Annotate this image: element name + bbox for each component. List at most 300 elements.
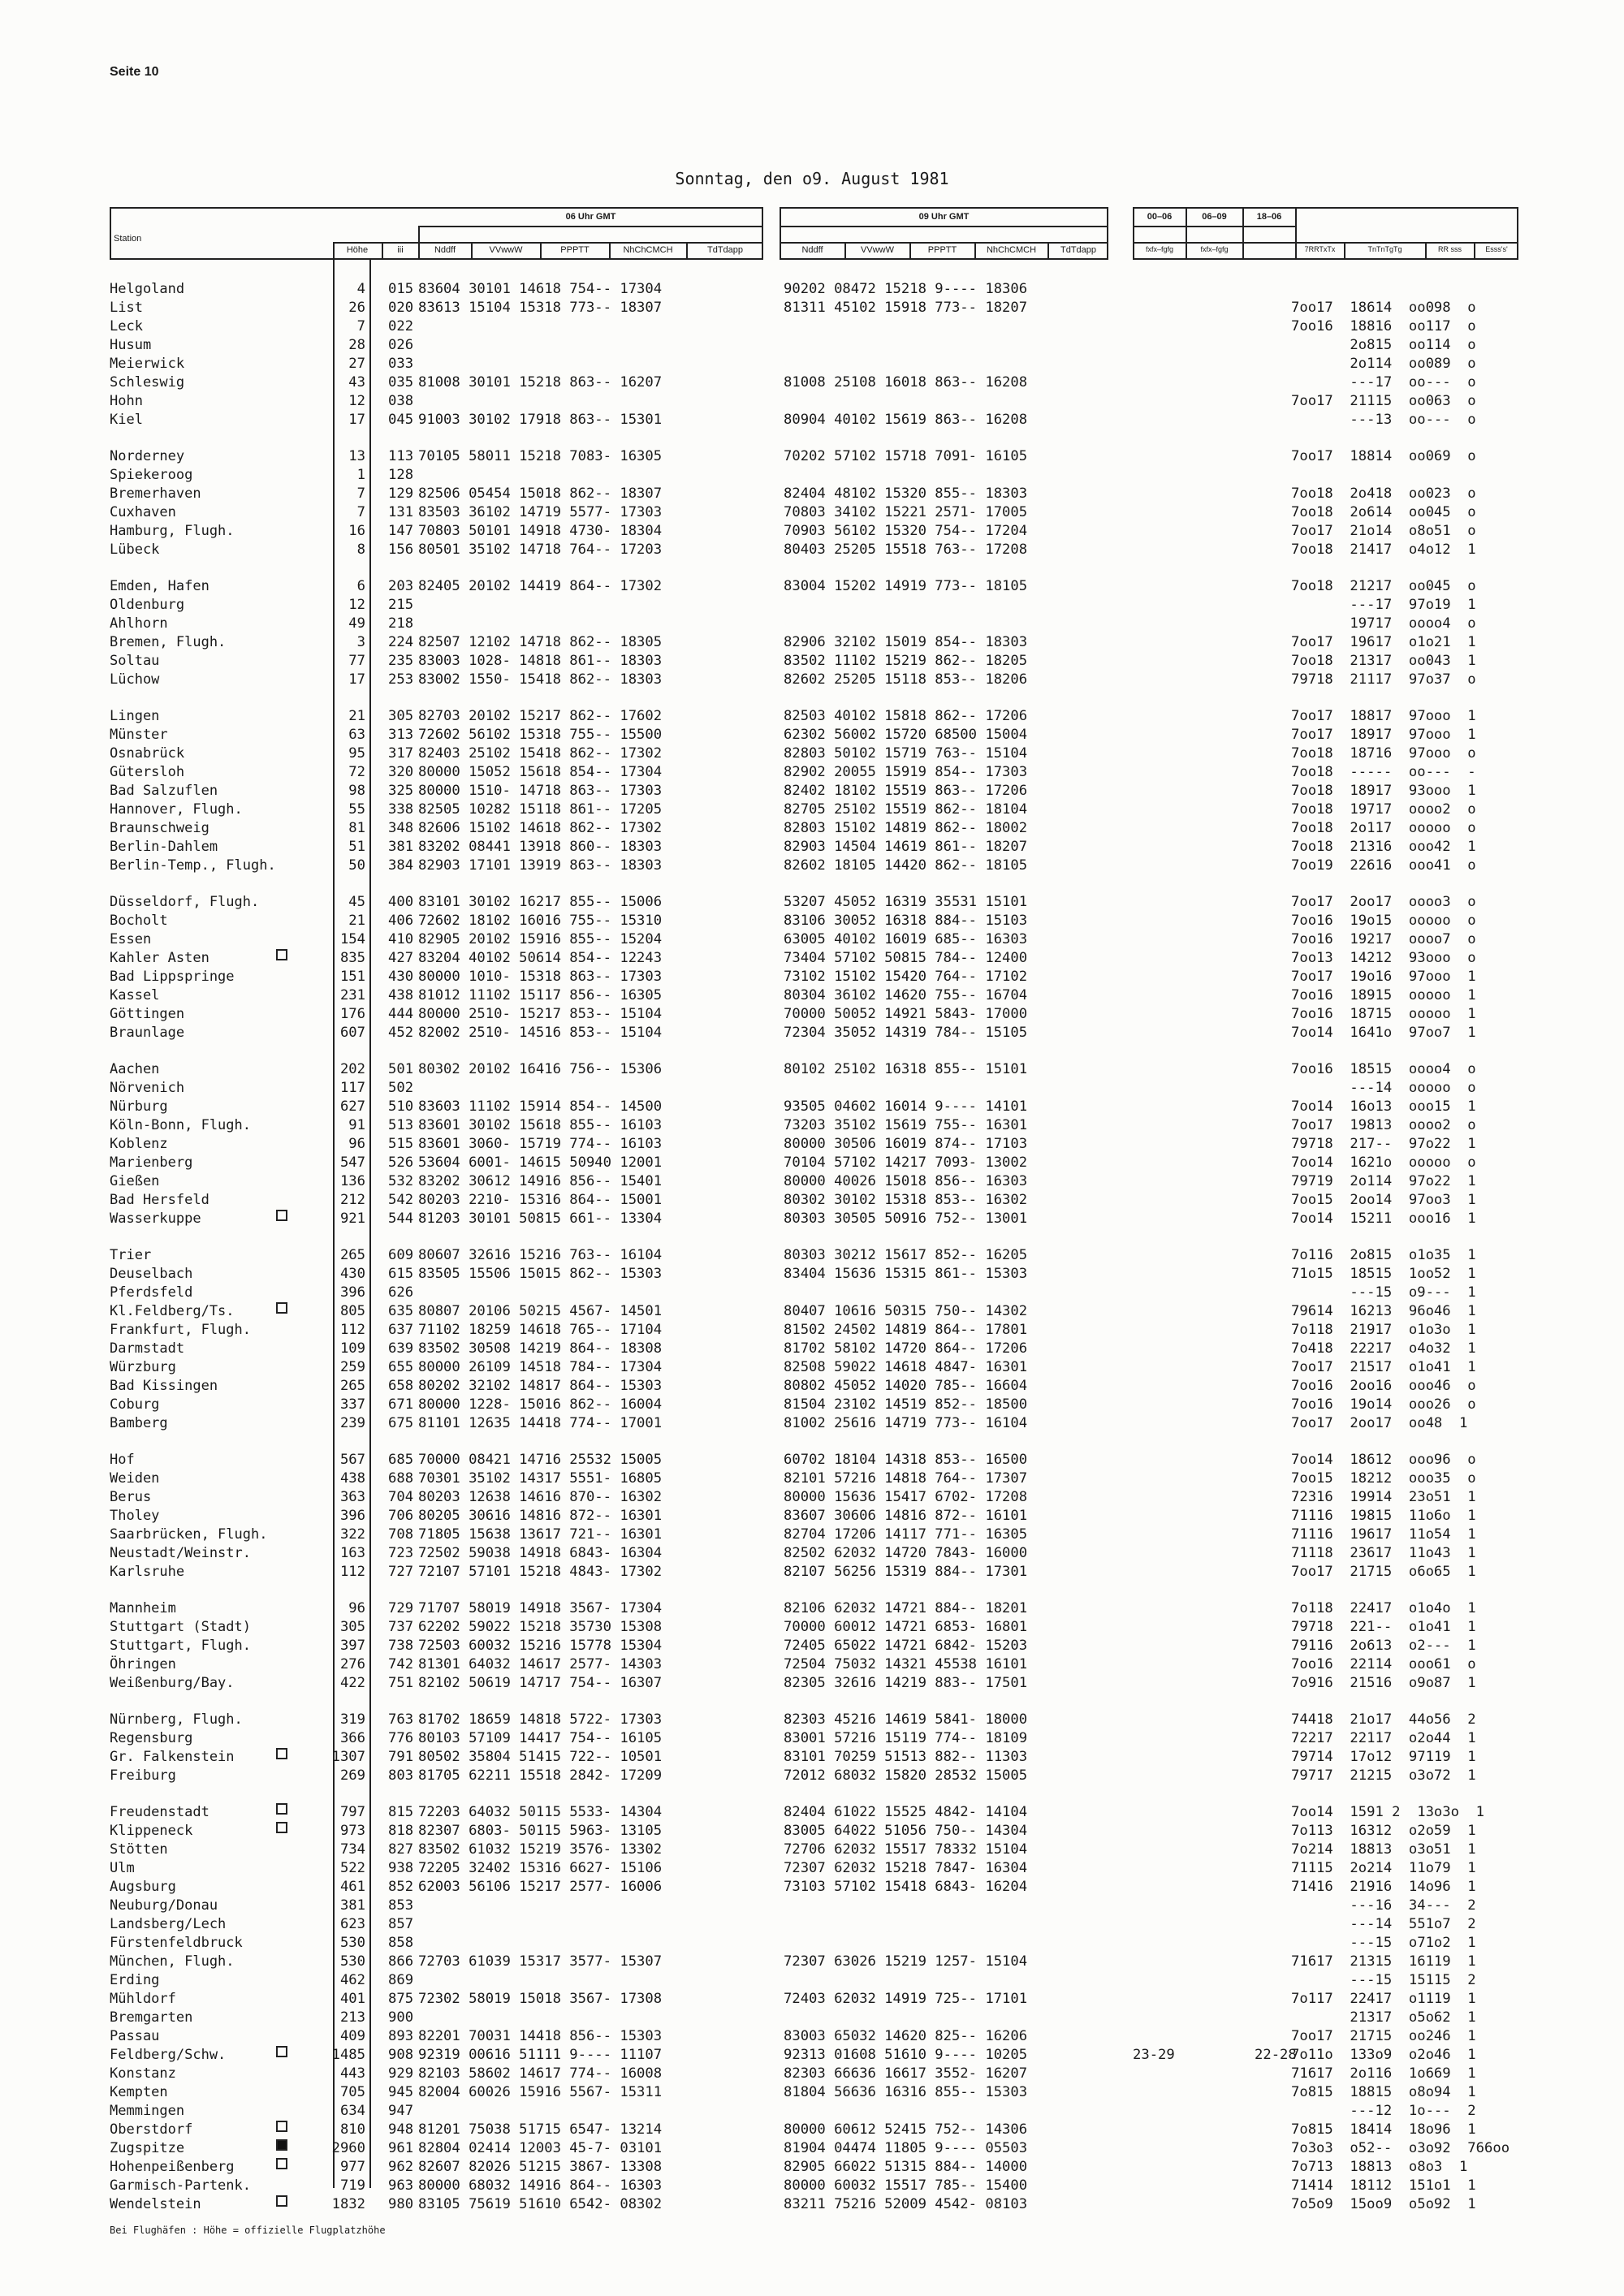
obs-09: 72405 65022 14721 6842- 15203 — [784, 1638, 1028, 1654]
station-name: Klippeneck — [110, 1823, 193, 1839]
station-name: Würzburg — [110, 1359, 176, 1375]
daily-summary: 7oo16 18816 oo117 o — [1291, 318, 1476, 334]
table-row — [0, 949, 1624, 967]
table-row — [0, 819, 1624, 837]
station-name: Helgoland — [110, 281, 185, 297]
station-id: 751 — [388, 1675, 414, 1691]
header-tntn: TnTnTgTg — [1367, 245, 1402, 253]
table-row — [0, 1154, 1624, 1172]
station-name: Mannheim — [110, 1600, 176, 1616]
obs-06: 80205 30616 14816 872-- 16301 — [418, 1508, 663, 1524]
station-name: Norderney — [110, 448, 185, 464]
daily-summary: 71118 23617 11o43 1 — [1291, 1545, 1476, 1561]
obs-09: 81804 56636 16316 855-- 15303 — [784, 2084, 1028, 2100]
daily-summary: 7oo16 18515 oooo4 o — [1291, 1061, 1476, 1077]
station-id: 852 — [388, 1879, 414, 1895]
table-row — [0, 2158, 1624, 2176]
obs-09: 83101 70259 51513 882-- 11303 — [784, 1749, 1028, 1765]
header-period-00-06: 00–06 — [1147, 212, 1173, 222]
station-name: Spiekeroog — [110, 467, 193, 483]
obs-09: 82503 40102 15818 862-- 17206 — [784, 708, 1028, 724]
table-row — [0, 1246, 1624, 1264]
station-height: 1832 — [331, 2196, 365, 2212]
station-name: Nörvenich — [110, 1080, 185, 1096]
station-id: 224 — [388, 634, 414, 650]
table-row — [0, 1414, 1624, 1432]
station-height: 2960 — [331, 2140, 365, 2156]
table-row — [0, 744, 1624, 762]
station-name: Weiden — [110, 1470, 160, 1487]
station-height: 973 — [339, 1823, 365, 1839]
obs-06: 81702 18659 14818 5722- 17303 — [418, 1711, 663, 1728]
obs-09: 81702 58102 14720 864-- 17206 — [784, 1340, 1028, 1357]
obs-09: 83005 64022 51056 750-- 14304 — [784, 1823, 1028, 1839]
station-id: 639 — [388, 1340, 414, 1357]
station-height: 634 — [339, 2103, 365, 2119]
obs-06: 80203 12638 14616 870-- 16302 — [418, 1489, 663, 1505]
table-row — [0, 1172, 1624, 1190]
daily-summary: 7oo17 21115 oo063 o — [1291, 393, 1476, 409]
station-id: 945 — [388, 2084, 414, 2100]
daily-summary: 7oo18 21316 ooo42 1 — [1291, 839, 1476, 855]
obs-09: 81002 25616 14719 773-- 16104 — [784, 1415, 1028, 1431]
daily-summary: ---17 97o19 1 — [1291, 597, 1476, 613]
station-id: 381 — [388, 839, 414, 855]
station-height: 63 — [348, 727, 365, 743]
footnote: Bei Flughäfen : Höhe = offizielle Flugplatzhöhe — [110, 2225, 386, 2236]
station-id: 045 — [388, 412, 414, 428]
daily-summary: 79718 221-- o1o41 1 — [1291, 1619, 1476, 1635]
daily-summary: 7o3o3 o52-- o3o92 766oo — [1291, 2140, 1510, 2156]
header-group-09: 09 Uhr GMT — [918, 212, 970, 222]
station-id: 853 — [388, 1897, 414, 1914]
station-id: 961 — [388, 2140, 414, 2156]
station-id: 869 — [388, 1972, 414, 1988]
station-name: Kempten — [110, 2084, 168, 2100]
obs-06: 83503 36102 14719 5577- 17303 — [418, 504, 663, 520]
table-row — [0, 2065, 1624, 2082]
daily-summary: 7oo16 19217 oooo7 o — [1291, 931, 1476, 947]
daily-summary: 7o214 18813 o3o51 1 — [1291, 1841, 1476, 1858]
table-row — [0, 2046, 1624, 2064]
daily-summary: 7oo17 19813 oooo2 o — [1291, 1117, 1476, 1133]
station-height: 17 — [348, 671, 365, 688]
station-id: 156 — [388, 542, 414, 558]
station-height: 21 — [348, 913, 365, 929]
station-height: 921 — [339, 1211, 365, 1227]
station-id: 729 — [388, 1600, 414, 1616]
station-height: 1 — [356, 467, 365, 483]
daily-summary: 7oo14 15211 ooo16 1 — [1291, 1211, 1476, 1227]
station-name: Augsburg — [110, 1879, 176, 1895]
obs-09: 81502 24502 14819 864-- 17801 — [784, 1322, 1028, 1338]
table-row — [0, 466, 1624, 484]
obs-06: 71102 18259 14618 765-- 17104 — [418, 1322, 663, 1338]
daily-summary: 7o815 18815 o8o94 1 — [1291, 2084, 1476, 2100]
station-id: 131 — [388, 504, 414, 520]
station-id: 706 — [388, 1508, 414, 1524]
station-name: Stuttgart, Flugh. — [110, 1638, 251, 1654]
mountain-station-marker — [276, 1210, 287, 1221]
table-row — [0, 1265, 1624, 1283]
table-row — [0, 1377, 1624, 1395]
table-row — [0, 1729, 1624, 1747]
table-row — [0, 373, 1624, 391]
station-name: Garmisch-Partenk. — [110, 2177, 251, 2194]
station-name: Zugspitze — [110, 2140, 185, 2156]
obs-09: 72307 63026 15219 1257- 15104 — [784, 1953, 1028, 1970]
header-06-ppptt: PPPTT — [560, 245, 590, 255]
station-id: 400 — [388, 894, 414, 910]
table-row — [0, 930, 1624, 948]
station-id: 515 — [388, 1136, 414, 1152]
obs-09: 72307 62032 15218 7847- 16304 — [784, 1860, 1028, 1876]
table-row — [0, 2102, 1624, 2120]
station-id: 438 — [388, 987, 414, 1003]
obs-06: 80000 1010- 15318 863-- 17303 — [418, 969, 663, 985]
mountain-station-filled-marker — [276, 2139, 287, 2151]
station-id: 542 — [388, 1192, 414, 1208]
obs-09: 82602 18105 14420 862-- 18105 — [784, 857, 1028, 874]
table-row — [0, 2139, 1624, 2157]
table-row — [0, 1599, 1624, 1617]
gust-06-09: 22-28 — [1255, 2047, 1297, 2063]
station-height: 16 — [348, 523, 365, 539]
obs-09: 81311 45102 15918 773-- 18207 — [784, 300, 1028, 316]
station-name: München, Flugh. — [110, 1953, 235, 1970]
station-id: 253 — [388, 671, 414, 688]
obs-06: 83105 75619 51610 6542- 08302 — [418, 2196, 663, 2212]
table-row — [0, 1711, 1624, 1728]
station-name: Wasserkuppe — [110, 1211, 201, 1227]
obs-09: 80403 25205 15518 763-- 17208 — [784, 542, 1028, 558]
table-row — [0, 1507, 1624, 1525]
obs-09: 82803 50102 15719 763-- 15104 — [784, 745, 1028, 762]
station-id: 938 — [388, 1860, 414, 1876]
obs-06: 72502 59038 14918 6843- 16304 — [418, 1545, 663, 1561]
daily-summary: ---17 oo--- o — [1291, 374, 1476, 391]
daily-summary: 7oo18 19717 oooo2 o — [1291, 801, 1476, 818]
header-06-clouds: NhChCMCH — [623, 245, 673, 255]
obs-06: 72302 58019 15018 3567- 17308 — [418, 1991, 663, 2007]
obs-06: 80000 1228- 15016 862-- 16004 — [418, 1396, 663, 1413]
obs-06: 70105 58011 15218 7083- 16305 — [418, 448, 663, 464]
obs-09: 83211 75216 52009 4542- 08103 — [784, 2196, 1028, 2212]
table-row — [0, 1990, 1624, 2008]
obs-06: 82004 60026 15916 5567- 15311 — [418, 2084, 663, 2100]
obs-06: 82607 82026 51215 3867- 13308 — [418, 2159, 663, 2175]
station-name: Oldenburg — [110, 597, 185, 613]
daily-summary: 7oo18 ----- oo--- - — [1291, 764, 1476, 780]
obs-09: 82905 66022 51315 884-- 14000 — [784, 2159, 1028, 2175]
station-name: Bamberg — [110, 1415, 168, 1431]
daily-summary: 79714 17o12 97119 1 — [1291, 1749, 1476, 1765]
daily-summary: 21317 o5o62 1 — [1291, 2009, 1476, 2026]
station-height: 269 — [339, 1767, 365, 1784]
obs-06: 81008 30101 15218 863-- 16207 — [418, 374, 663, 391]
table-row — [0, 2083, 1624, 2101]
obs-06: 81201 75038 51715 6547- 13214 — [418, 2121, 663, 2138]
page-label: Seite 10 — [110, 65, 159, 79]
obs-09: 73102 15102 15420 764-- 17102 — [784, 969, 1028, 985]
station-height: 202 — [339, 1061, 365, 1077]
daily-summary: 7oo18 2o418 oo023 o — [1291, 486, 1476, 502]
daily-summary: 7oo14 18612 ooo96 o — [1291, 1452, 1476, 1468]
daily-summary: 74418 21o17 44o56 2 — [1291, 1711, 1476, 1728]
station-name: Bad Kissingen — [110, 1378, 218, 1394]
table-row — [0, 522, 1624, 540]
station-height: 265 — [339, 1247, 365, 1263]
obs-09: 70903 56102 15320 754-- 17204 — [784, 523, 1028, 539]
obs-06: 83502 61032 15219 3576- 13302 — [418, 1841, 663, 1858]
station-height: 409 — [339, 2028, 365, 2044]
daily-summary: 7oo18 21317 oo043 1 — [1291, 653, 1476, 669]
header-06-nddff: Nddff — [434, 245, 456, 255]
station-name: Öhringen — [110, 1656, 176, 1672]
station-name: Bremen, Flugh. — [110, 634, 227, 650]
obs-09: 80904 40102 15619 863-- 16208 — [784, 412, 1028, 428]
obs-09: 80303 30212 15617 852-- 16205 — [784, 1247, 1028, 1263]
table-row — [0, 1302, 1624, 1320]
obs-06: 83601 3060- 15719 774-- 16103 — [418, 1136, 663, 1152]
obs-09: 70000 50052 14921 5843- 17000 — [784, 1006, 1028, 1022]
station-id: 900 — [388, 2009, 414, 2026]
obs-09: 92313 01608 51610 9---- 10205 — [784, 2047, 1028, 2063]
daily-summary: 7oo14 1621o ooooo o — [1291, 1154, 1476, 1171]
obs-06: 80607 32616 15216 763-- 16104 — [418, 1247, 663, 1263]
obs-09: 82903 14504 14619 861-- 18207 — [784, 839, 1028, 855]
obs-06: 80203 2210- 15316 864-- 15001 — [418, 1192, 663, 1208]
station-name: Deuselbach — [110, 1266, 193, 1282]
station-id: 671 — [388, 1396, 414, 1413]
station-height: 396 — [339, 1508, 365, 1524]
table-row — [0, 1135, 1624, 1153]
obs-09: 82303 45216 14619 5841- 18000 — [784, 1711, 1028, 1728]
station-name: Mühldorf — [110, 1991, 176, 2007]
obs-09: 82106 62032 14721 884-- 18201 — [784, 1600, 1028, 1616]
station-id: 113 — [388, 448, 414, 464]
header-period-18-06: 18–06 — [1256, 212, 1282, 222]
station-height: 567 — [339, 1452, 365, 1468]
header-09-dew: TdTdapp — [1060, 245, 1097, 255]
station-name: Passau — [110, 2028, 160, 2044]
daily-summary: 7oo17 18917 97ooo 1 — [1291, 727, 1476, 743]
station-name: Emden, Hafen — [110, 578, 209, 594]
table-row — [0, 1655, 1624, 1673]
daily-summary: ---15 15115 2 — [1291, 1972, 1476, 1988]
station-id: 609 — [388, 1247, 414, 1263]
obs-09: 93505 04602 16014 9---- 14101 — [784, 1098, 1028, 1115]
station-name: Marienberg — [110, 1154, 193, 1171]
table-row — [0, 968, 1624, 986]
station-height: 7 — [356, 318, 365, 334]
daily-summary: 7oo14 1641o 97oo7 1 — [1291, 1025, 1476, 1041]
obs-06: 91003 30102 17918 863-- 15301 — [418, 412, 663, 428]
obs-09: 70104 57102 14217 7093- 13002 — [784, 1154, 1028, 1171]
station-name: Lingen — [110, 708, 160, 724]
station-height: 705 — [339, 2084, 365, 2100]
obs-09: 80303 30505 50916 752-- 13001 — [784, 1211, 1028, 1227]
daily-summary: 7oo17 18814 oo069 o — [1291, 448, 1476, 464]
station-id: 033 — [388, 356, 414, 372]
daily-summary: 7oo13 14212 93ooo o — [1291, 950, 1476, 966]
station-id: 962 — [388, 2159, 414, 2175]
station-height: 522 — [339, 1860, 365, 1876]
station-name: Frankfurt, Flugh. — [110, 1322, 251, 1338]
daily-summary: 71116 19617 11o54 1 — [1291, 1526, 1476, 1543]
station-height: 607 — [339, 1025, 365, 1041]
table-row — [0, 763, 1624, 781]
station-id: 675 — [388, 1415, 414, 1431]
obs-09: 81008 25108 16018 863-- 16208 — [784, 374, 1028, 391]
daily-summary: 7oo17 19o16 97ooo 1 — [1291, 969, 1476, 985]
obs-09: 80000 60032 15517 785-- 15400 — [784, 2177, 1028, 2194]
table-row — [0, 1841, 1624, 1858]
daily-summary: 7o118 22417 o1o4o 1 — [1291, 1600, 1476, 1616]
station-id: 444 — [388, 1006, 414, 1022]
station-id: 688 — [388, 1470, 414, 1487]
obs-09: 83003 65032 14620 825-- 16206 — [784, 2028, 1028, 2044]
station-name: Schleswig — [110, 374, 185, 391]
table-row — [0, 1210, 1624, 1228]
station-id: 320 — [388, 764, 414, 780]
obs-09: 82704 17206 14117 771-- 16305 — [784, 1526, 1028, 1543]
obs-06: 72602 18102 16016 755-- 15310 — [418, 913, 663, 929]
station-id: 776 — [388, 1730, 414, 1746]
station-id: 685 — [388, 1452, 414, 1468]
header-iii: iii — [397, 245, 404, 255]
obs-06: 83613 15104 15318 773-- 18307 — [418, 300, 663, 316]
obs-06: 82002 2510- 14516 853-- 15104 — [418, 1025, 663, 1041]
obs-06: 70803 50101 14918 4730- 18304 — [418, 523, 663, 539]
obs-06: 53604 6001- 14615 50940 12001 — [418, 1154, 663, 1171]
station-name: Tholey — [110, 1508, 160, 1524]
station-height: 797 — [339, 1804, 365, 1820]
obs-06: 82507 12102 14718 862-- 18305 — [418, 634, 663, 650]
station-id: 948 — [388, 2121, 414, 2138]
table-row — [0, 1526, 1624, 1543]
daily-summary: 72316 19914 23o51 1 — [1291, 1489, 1476, 1505]
obs-09: 82303 66636 16617 3552- 16207 — [784, 2065, 1028, 2082]
obs-06: 82102 50619 14717 754-- 16307 — [418, 1675, 663, 1691]
table-row — [0, 707, 1624, 725]
table-row — [0, 1618, 1624, 1636]
station-id: 727 — [388, 1564, 414, 1580]
obs-06: 81203 30101 50815 661-- 13304 — [418, 1211, 663, 1227]
mountain-station-marker — [276, 1822, 287, 1833]
obs-09: 83004 15202 14919 773-- 18105 — [784, 578, 1028, 594]
station-name: Lüchow — [110, 671, 160, 688]
station-height: 72 — [348, 764, 365, 780]
obs-06: 83601 30102 15618 855-- 16103 — [418, 1117, 663, 1133]
station-id: 427 — [388, 950, 414, 966]
station-id: 908 — [388, 2047, 414, 2063]
table-row — [0, 1284, 1624, 1301]
station-height: 547 — [339, 1154, 365, 1171]
obs-09: 90202 08472 15218 9---- 18306 — [784, 281, 1028, 297]
station-height: 6 — [356, 578, 365, 594]
obs-09: 82305 32616 14219 883-- 17501 — [784, 1675, 1028, 1691]
obs-06: 62003 56106 15217 2577- 16006 — [418, 1879, 663, 1895]
station-name: Memmingen — [110, 2103, 185, 2119]
station-id: 348 — [388, 820, 414, 836]
station-id: 637 — [388, 1322, 414, 1338]
station-name: Berus — [110, 1489, 152, 1505]
station-id: 410 — [388, 931, 414, 947]
station-name: Freiburg — [110, 1767, 176, 1784]
station-id: 338 — [388, 801, 414, 818]
table-row — [0, 1340, 1624, 1357]
station-id: 704 — [388, 1489, 414, 1505]
header-7rrtxtx: 7RRTxTx — [1304, 245, 1336, 253]
mountain-station-marker — [276, 2046, 287, 2057]
obs-09: 63005 40102 16019 685-- 16303 — [784, 931, 1028, 947]
table-row — [0, 1637, 1624, 1655]
daily-summary: 7o5o9 15oo9 o5o92 1 — [1291, 2196, 1476, 2212]
station-height: 8 — [356, 542, 365, 558]
station-height: 396 — [339, 1284, 365, 1301]
station-height: 265 — [339, 1378, 365, 1394]
station-name: Saarbrücken, Flugh. — [110, 1526, 268, 1543]
obs-06: 81301 64032 14617 2577- 14303 — [418, 1656, 663, 1672]
obs-06: 92319 00616 51111 9---- 11107 — [418, 2047, 663, 2063]
station-height: 17 — [348, 412, 365, 428]
daily-summary: 79116 2o613 o2--- 1 — [1291, 1638, 1476, 1654]
table-row — [0, 1321, 1624, 1339]
daily-summary: 7oo16 19o15 ooooo o — [1291, 913, 1476, 929]
table-row — [0, 1878, 1624, 1896]
table-row — [0, 801, 1624, 818]
obs-06: 81705 62211 15518 2842- 17209 — [418, 1767, 663, 1784]
daily-summary: ---14 551o7 2 — [1291, 1916, 1476, 1932]
header-rr-sss: RR sss — [1438, 245, 1462, 253]
station-height: 3 — [356, 634, 365, 650]
station-height: 176 — [339, 1006, 365, 1022]
station-id: 203 — [388, 578, 414, 594]
table-row — [0, 392, 1624, 410]
station-id: 980 — [388, 2196, 414, 2212]
station-name: Köln-Bonn, Flugh. — [110, 1117, 251, 1133]
mountain-station-marker — [276, 1803, 287, 1815]
header-09-ppptt: PPPTT — [927, 245, 957, 255]
obs-09: 70202 57102 15718 7091- 16105 — [784, 448, 1028, 464]
obs-06: 82307 6803- 50115 5963- 13105 — [418, 1823, 663, 1839]
station-name: Neustadt/Weinstr. — [110, 1545, 251, 1561]
obs-09: 80304 36102 14620 755-- 16704 — [784, 987, 1028, 1003]
station-height: 212 — [339, 1192, 365, 1208]
obs-09: 62302 56002 15720 68500 15004 — [784, 727, 1028, 743]
station-height: 805 — [339, 1303, 365, 1319]
station-name: Regensburg — [110, 1730, 193, 1746]
daily-summary: 7oo17 2oo17 oooo3 o — [1291, 894, 1476, 910]
station-id: 305 — [388, 708, 414, 724]
station-id: 655 — [388, 1359, 414, 1375]
station-height: 430 — [339, 1266, 365, 1282]
daily-summary: 7oo17 21715 o6o65 1 — [1291, 1564, 1476, 1580]
obs-09: 73103 57102 15418 6843- 16204 — [784, 1879, 1028, 1895]
table-row — [0, 596, 1624, 614]
station-height: 461 — [339, 1879, 365, 1895]
obs-09: 82705 25102 15519 862-- 18104 — [784, 801, 1028, 818]
obs-06: 83604 30101 14618 754-- 17304 — [418, 281, 663, 297]
station-name: Erding — [110, 1972, 160, 1988]
obs-09: 83404 15636 15315 861-- 15303 — [784, 1266, 1028, 1282]
obs-06: 70000 08421 14716 25532 15005 — [418, 1452, 663, 1468]
table-row — [0, 1674, 1624, 1692]
station-id: 430 — [388, 969, 414, 985]
header-09-vvwww: VVwwW — [861, 245, 894, 255]
station-height: 45 — [348, 894, 365, 910]
